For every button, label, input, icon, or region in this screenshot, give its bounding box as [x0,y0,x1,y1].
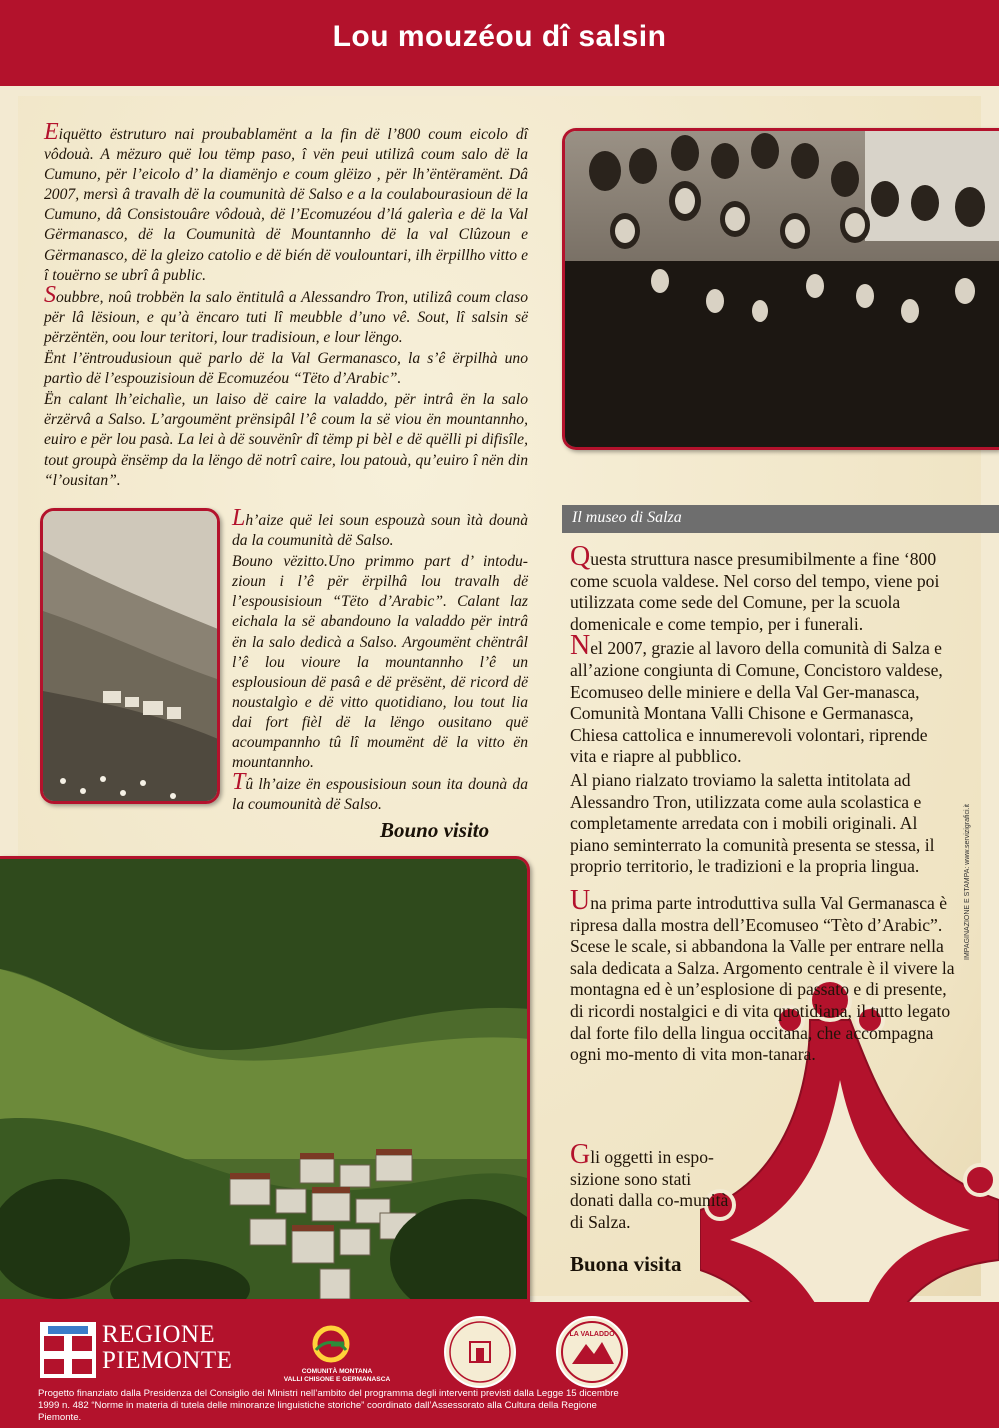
drop-cap: L [232,505,246,531]
occitan-text-block-1 [44,119,528,492]
italian-text-block-1 [570,541,958,880]
regione-line-1: REGIONE [102,1321,216,1348]
comunita-montana-label: COMUNITÀ MONTANA VALLI CHISONE E GERMANASCA [283,1368,391,1383]
amici-scuola-latina-seal-icon [444,1316,516,1388]
italian-text-block-2 [570,885,958,1068]
italian-paragraph-4: Una prima parte introduttiva sulla Val Germanasca è ripresa dalla mostra dell’Ecomuseo “Tèto d’Arabic”. Scese le scale, si abbandona la Valle per entrare nella sala dedicata a Salza. Argomento centrale è il vivere la montagna ed è un’esplosione di passato e di presente, di ricordi nostalgici e di vita quotidiana, il tutto legato dal forte filo della lingua occitana, che accompagna ogni mo-mento di vita mon-tanara. [570,885,955,1065]
italian-paragraph-2: Nel 2007, grazie al lavoro della comunità di Salza e all’azione congiunta di Comune, Concistoro valdese, Ecomuseo delle miniere e della Val Ger-manasca, Comunità Montana Valli Chisone e Germanasca, Chiesa cattolica e innumerevoli volontari, riprende vita e riapre al pubblico. [570,630,943,767]
occitan-paragraph-7: Tû lh’aize ën espousisioun soun ita dounà da la coumounità dë Salso. [232,769,528,814]
valaddo-label: LA VALADDO [569,1331,615,1338]
occitan-paragraph-4: Ën calant lh’eichalìe, un laiso dë caire la valaddo, për intrâ ën la salo ërzërvâ a Salso. L’argoumënt prënsipâl l’ê coum la së viou ën mountannho, euiro e për lou pasà. La lei à dë souvënîr dî tëmp pi bèl e dë quëlli pi difisîle, tout groupà ënsëmp da la lëngo dë notrî caire, lou patouà, qu’euiro î nën din “l’ousitan”. [44,391,528,489]
regione-piemonte-logo [40,1322,240,1378]
occitan-paragraph-5: Lh’aize quë lei soun espouzà soun ìtà dounà da la coumunità dë Salso. [232,505,528,550]
occitan-text-block-2 [232,505,528,816]
header-band [0,0,999,86]
italian-paragraph-1: Questa struttura nasce presumibilmente a fine ‘800 come scuola valdese. Nel corso del tempo, viene poi utilizzata come sede del Comune, per la scuola domenicale e come tempio, per i funerali. [570,541,940,634]
drop-cap: T [232,769,246,796]
italian-closing: Buona visita [570,1252,682,1276]
funding-note: Progetto finanziato dalla Presidenza del Consiglio dei Ministri nell’ambito del programma degli interventi previsti dalla Legge 15 dicembre 1999 n. 482 “Norme in materia di tutela delle minoranze linguistiche storiche” coordinato dall’Assessorato alla Cultura della Regione Piemonte. [38,1388,619,1423]
drop-cap: U [570,885,591,916]
occitan-paragraph-6: Bouno vëzitto.Uno primmo part d’ intodu-zioun i l’ê për ërpilhâ lou travalh dë l’espousisioun “Tëto d’Arabic”. Calant laz eichala la së abandouno la valaddo për intrâ ën la salo dedicà a Salso. Argoumënt chëntrâl l’ê lou vioure la mountannho l’ê un esplousioun dë pasâ e dë prësënt, dë ricord dë noustalgìo e dë vitto quotidiano, lou tout lia dai fort fièl dë la lëngo ousitano quë acoumpannho tû lî moumënt dë la vitto ën mountannho. [232,553,528,772]
page-title: Lou mouzéou dî salsin [332,20,667,53]
school-class-photo [562,128,999,450]
italian-text-block-3 [570,1139,730,1235]
occitan-paragraph-3: Ënt l’ëntroudusioun quë parlo dë la Val Germanasco, la s’ê ërpilhà uno partìo dë l’espouzisioun dë Ecomuzéou “Tëto d’Arabic”. [44,350,528,388]
drop-cap: E [44,119,59,145]
la-valaddo-seal-icon [556,1316,628,1388]
italian-paragraph-3: Al piano rialzato troviamo la saletta intitolata ad Alessandro Tron, utilizzata come aula scolastica e completamente arredata con i mobili originali. Al piano seminterrato la comunità presenta se stessa, il proprio territorio, le tradizioni e la propria lingua. [570,769,935,877]
drop-cap: G [570,1139,591,1170]
italian-paragraph-5: Gli oggetti in espo-sizione sono stati donati dalla co-munità di Salza. [570,1139,729,1232]
salza-village-photo [0,856,530,1302]
occitan-paragraph-2: Soubbre, noû trobbën la salo ëntitulâ a Alessandro Tron, utilizâ coum claso për lâ lësioun, e qu’à ëncaro tuti lî meubble d’uno vê. Sout, lî salsin së përzëntën, oou lour teritori, lour tradisioun, e lour lëngo. [44,281,528,346]
valley-vintage-photo [40,508,220,804]
drop-cap: S [44,281,56,308]
italian-section-bar [562,505,999,533]
occitan-paragraph-1: Eiquëtto ëstruturo nai proubablamënt a la fin dë l’800 coum eicolo dî vôdouà. A mëzuro quë lou tëmp paso, î vën peui utilizâ coum salo dë la Cumuno, për l’eicolo d’ la diamënjo e coum glëizo , për lh’ëntëramënt. Dâ 2007, mersì â travalh dë la coumunità dë Salso e a la coulabourasioun dë la Cumuno, dâ Consistouâre vôdouà, dë l’Ecomuzéou d’lá galerìa e dë la Val Gërmanasco, dë la Coumunità dë Mountannho dë la val Clûzoun e Gërmanasco, dë la gleizo catolio e dë bién dë voulountari, ilh ërpillho vitto e î touërno se ubrî â public. [44,119,528,284]
occitan-closing: Bouno visito [380,818,490,842]
regione-line-2: PIEMONTE [102,1347,233,1374]
drop-cap: N [570,630,591,662]
drop-cap: Q [570,541,591,572]
italian-section-title: Il museo di Salza [572,509,682,526]
print-credit: IMPAGINAZIONE E STAMPA: www.servizigrafici.it [964,804,971,960]
regione-piemonte-emblem-icon [40,1322,96,1378]
